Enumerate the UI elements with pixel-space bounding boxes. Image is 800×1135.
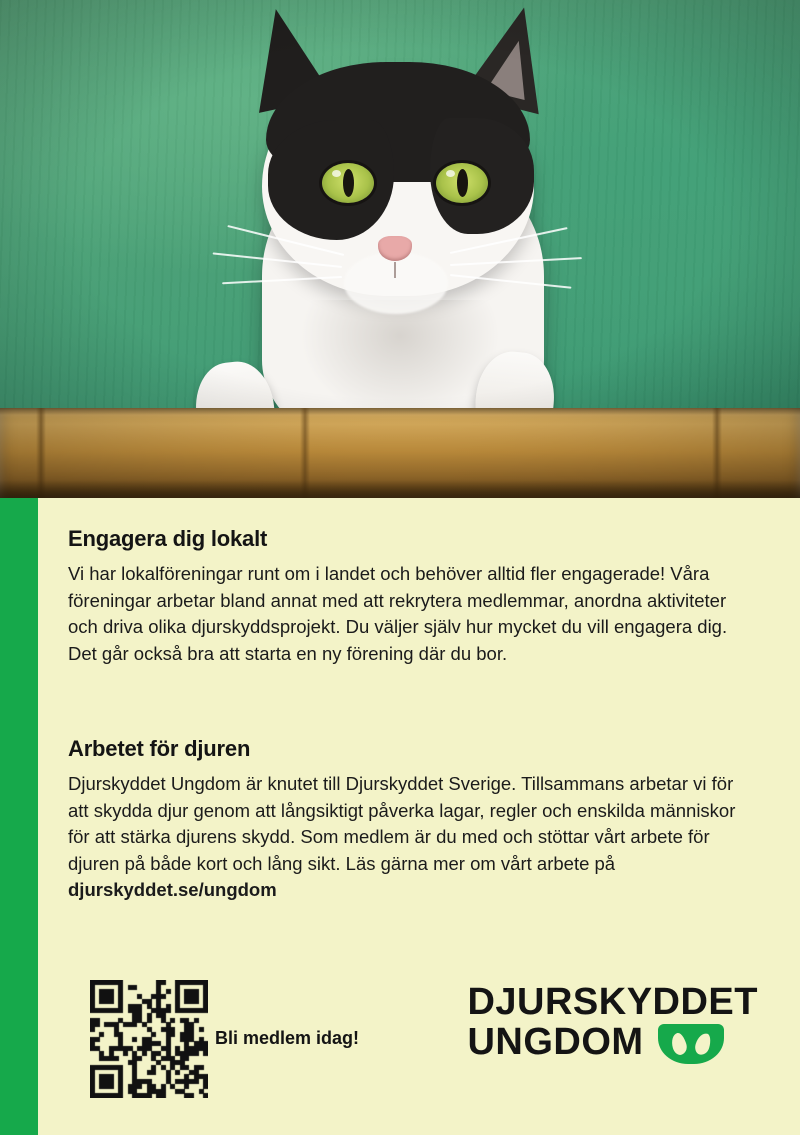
section-body-2-text: Djurskyddet Ungdom är knutet till Djurskyddet Sverige. Tillsammans arbetar vi för att skydda djur genom att långsiktigt påverka lagar, regler och enskilda människor för att stärka djurens skydd. Som medlem är du med och stöttar vårt arbete för djuren på både kort och lång sikt. Läs gärna mer om vårt arbete på: [68, 773, 736, 874]
logo: [467, 982, 758, 1062]
section-body-2: [68, 771, 740, 904]
section-title-1: Engagera dig lokalt: [68, 526, 268, 551]
logo-eye-left: [669, 1031, 689, 1056]
logo-eye-right: [693, 1031, 713, 1056]
membership-cta-text: Bli medlem idag!: [215, 1028, 360, 1048]
photo-vignette: [0, 0, 800, 498]
section-arbetet-for-djuren: [68, 736, 740, 904]
qr-code[interactable]: [90, 980, 208, 1098]
footer: [0, 960, 800, 1135]
cat-photo: [0, 0, 800, 498]
section-engagera-dig-lokalt: [68, 526, 728, 667]
logo-row-2: [467, 1022, 758, 1062]
section-title-2: Arbetet för djuren: [68, 736, 251, 761]
section-body-1: Vi har lokalföreningar runt om i landet och behöver alltid fler engagerade! Våra föreningar arbetar bland annat med att rekrytera medlemmar, anordna aktiviteter och driva olika djurskyddsprojekt. Du väljer själv hur mycket du vill engagera dig. Det går också bra att starta en ny förening där du bor.: [68, 563, 728, 664]
cat-eyes-logo-icon: [658, 1024, 724, 1064]
website-link[interactable]: djurskyddet.se/ungdom: [68, 879, 277, 900]
logo-line-2: UNGDOM: [467, 1021, 644, 1063]
logo-line-1: DJURSKYDDET: [467, 981, 758, 1023]
